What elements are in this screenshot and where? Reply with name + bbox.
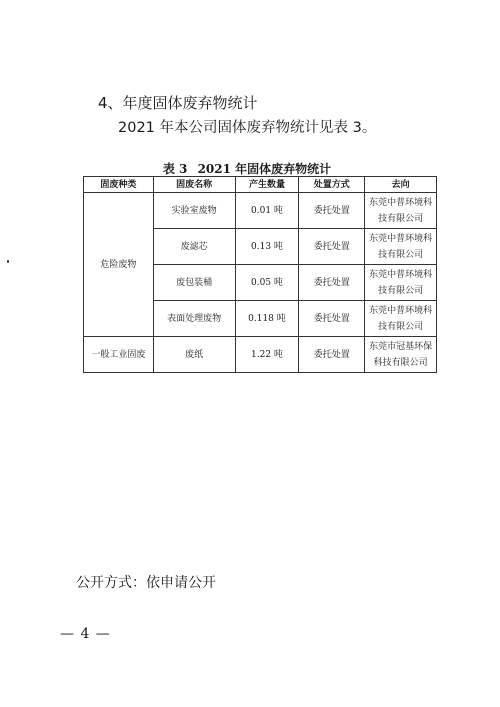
disclosure-value: 依申请公开 — [146, 575, 216, 591]
method-cell: 委托处置 — [299, 229, 365, 265]
category-cell: 一般工业固废 — [84, 337, 154, 373]
destination-cell — [365, 193, 437, 229]
table-caption-label: 表 3 — [162, 162, 188, 176]
method-cell: 委托处置 — [299, 193, 365, 229]
destination-line: 东莞中普环境科 — [369, 305, 433, 316]
destination-line: 技有限公司 — [378, 249, 424, 260]
header-method: 处置方式 — [299, 177, 365, 193]
destination-line: 东莞中普环境科 — [369, 233, 433, 244]
section-heading: 4、年度固体废弃物统计 — [98, 94, 258, 112]
destination-cell — [365, 229, 437, 265]
waste-name-cell: 废包装桶 — [153, 265, 235, 301]
quantity-cell: 0.13 吨 — [235, 229, 299, 265]
waste-name-cell: 表面处理废物 — [153, 301, 235, 337]
table-caption-title: 2021 年固体废弃物统计 — [197, 162, 332, 176]
table-row — [84, 193, 437, 229]
quantity-cell: 0.05 吨 — [235, 265, 299, 301]
destination-cell — [365, 301, 437, 337]
intro-paragraph: 2021 年本公司固体废弃物统计见表 3。 — [118, 120, 377, 136]
method-cell: 委托处置 — [299, 301, 365, 337]
destination-cell — [365, 265, 437, 301]
waste-name-cell: 实验室废物 — [153, 193, 235, 229]
waste-statistics-table — [83, 176, 437, 373]
table-caption — [0, 160, 500, 177]
header-name: 固废名称 — [153, 177, 235, 193]
header-quantity: 产生数量 — [235, 177, 299, 193]
scan-speck — [7, 260, 9, 263]
header-destination: 去向 — [365, 177, 437, 193]
destination-line: 东莞市冠基环保 — [369, 341, 433, 352]
quantity-cell: 0.118 吨 — [235, 301, 299, 337]
category-cell: 危险废物 — [84, 193, 154, 337]
page-number: — 4 — — [60, 626, 111, 642]
destination-line: 东莞中普环境科 — [369, 197, 433, 208]
destination-cell — [365, 337, 437, 373]
table-header-row — [84, 177, 437, 193]
destination-line: 技有限公司 — [378, 285, 424, 296]
table-row — [84, 337, 437, 373]
waste-name-cell: 废纸 — [153, 337, 235, 373]
method-cell: 委托处置 — [299, 265, 365, 301]
destination-line: 技有限公司 — [378, 321, 424, 332]
header-category: 固废种类 — [84, 177, 154, 193]
quantity-cell: 1.22 吨 — [235, 337, 299, 373]
disclosure-label: 公开方式： — [76, 575, 146, 591]
disclosure-line — [76, 572, 216, 592]
method-cell: 委托处置 — [299, 337, 365, 373]
destination-line: 东莞中普环境科 — [369, 269, 433, 280]
quantity-cell: 0.01 吨 — [235, 193, 299, 229]
destination-line: 技有限公司 — [378, 213, 424, 224]
waste-name-cell: 废滤芯 — [153, 229, 235, 265]
destination-line: 科技有限公司 — [373, 357, 428, 368]
